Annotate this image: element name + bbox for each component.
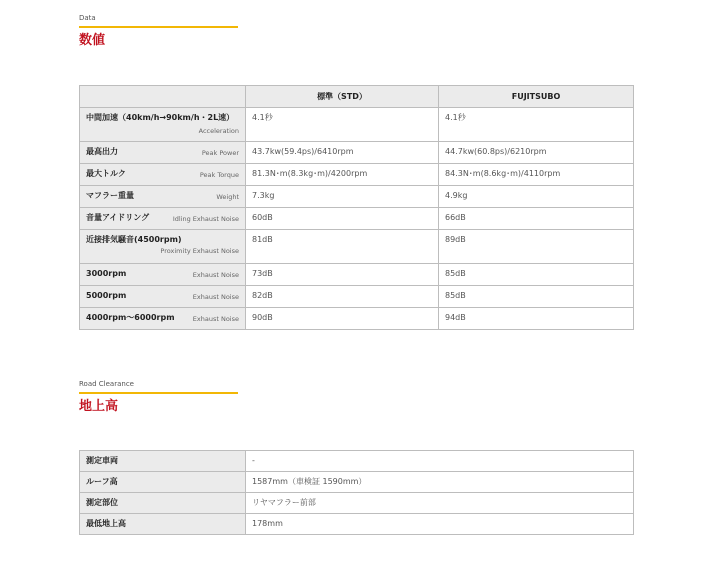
clearance-heading: 地上高 — [79, 399, 119, 414]
std-value: 81.3N･m(8.3kg･m)/4200rpm — [246, 164, 439, 186]
std-value: 7.3kg — [246, 186, 439, 208]
fujitsubo-value: 89dB — [439, 230, 634, 264]
row-label-en: Idling Exhaust Noise — [172, 215, 239, 223]
clearance-label: 最低地上高 — [80, 514, 246, 535]
clearance-table — [79, 450, 634, 535]
fujitsubo-value: 44.7kw(60.8ps)/6210rpm — [439, 142, 634, 164]
std-value: 90dB — [246, 308, 439, 330]
row-label-jp: 3000rpm — [86, 269, 127, 278]
data-underline — [79, 26, 238, 28]
clearance-label: 測定車両 — [80, 451, 246, 472]
row-label — [80, 264, 246, 286]
clearance-underline — [79, 392, 238, 394]
std-value: 43.7kw(59.4ps)/6410rpm — [246, 142, 439, 164]
row-label-en: Weight — [216, 193, 239, 201]
table-row — [80, 451, 634, 472]
fujitsubo-value: 66dB — [439, 208, 634, 230]
row-label-jp: 最高出力 — [86, 147, 118, 156]
clearance-label: ルーフ高 — [80, 472, 246, 493]
table-row — [80, 264, 634, 286]
data-section-header — [79, 14, 238, 50]
clearance-value: 178mm — [246, 514, 634, 535]
row-label-en: Exhaust Noise — [192, 271, 239, 279]
spec-header-std: 標準（STD） — [246, 86, 439, 108]
table-row — [80, 186, 634, 208]
fujitsubo-value: 85dB — [439, 286, 634, 308]
spec-header-blank — [80, 86, 246, 108]
row-label-jp: 中間加速（40km/h→90km/h・2L速） — [86, 113, 235, 122]
row-label-en: Peak Torque — [199, 171, 239, 179]
row-label — [80, 208, 246, 230]
table-row — [80, 493, 634, 514]
row-label-en: Acceleration — [198, 127, 239, 135]
row-label-jp: マフラー重量 — [86, 191, 134, 200]
std-value: 60dB — [246, 208, 439, 230]
clearance-eyebrow: Road Clearance — [79, 380, 134, 388]
row-label — [80, 164, 246, 186]
row-label-en: Exhaust Noise — [192, 293, 239, 301]
fujitsubo-value: 85dB — [439, 264, 634, 286]
table-row — [80, 230, 634, 264]
table-row — [80, 308, 634, 330]
row-label — [80, 230, 246, 264]
row-label-jp: 音量アイドリング — [86, 213, 150, 222]
row-label-jp: 4000rpm～6000rpm — [86, 313, 175, 322]
std-value: 4.1秒 — [246, 108, 439, 142]
data-eyebrow: Data — [79, 14, 96, 22]
table-row — [80, 472, 634, 493]
fujitsubo-value: 94dB — [439, 308, 634, 330]
data-heading: 数値 — [79, 33, 106, 48]
row-label-jp: 最大トルク — [86, 169, 126, 178]
row-label — [80, 308, 246, 330]
clearance-value: 1587mm（車検証 1590mm） — [246, 472, 634, 493]
table-row — [80, 208, 634, 230]
spec-header-fujitsubo: FUJITSUBO — [439, 86, 634, 108]
row-label-en: Proximity Exhaust Noise — [160, 247, 239, 255]
spec-table — [79, 85, 634, 330]
row-label — [80, 286, 246, 308]
clearance-value: - — [246, 451, 634, 472]
std-value: 73dB — [246, 264, 439, 286]
clearance-value: リヤマフラー前部 — [246, 493, 634, 514]
table-row — [80, 164, 634, 186]
fujitsubo-value: 4.1秒 — [439, 108, 634, 142]
table-row — [80, 108, 634, 142]
table-row — [80, 142, 634, 164]
row-label — [80, 108, 246, 142]
fujitsubo-value: 84.3N･m(8.6kg･m)/4110rpm — [439, 164, 634, 186]
row-label-en: Peak Power — [201, 149, 239, 157]
table-row — [80, 514, 634, 535]
std-value: 81dB — [246, 230, 439, 264]
row-label-en: Exhaust Noise — [192, 315, 239, 323]
fujitsubo-value: 4.9kg — [439, 186, 634, 208]
row-label — [80, 142, 246, 164]
std-value: 82dB — [246, 286, 439, 308]
clearance-label: 測定部位 — [80, 493, 246, 514]
row-label — [80, 186, 246, 208]
table-row — [80, 286, 634, 308]
row-label-jp: 5000rpm — [86, 291, 127, 300]
clearance-section-header — [79, 380, 238, 416]
row-label-jp: 近接排気騒音(4500rpm) — [86, 235, 182, 244]
